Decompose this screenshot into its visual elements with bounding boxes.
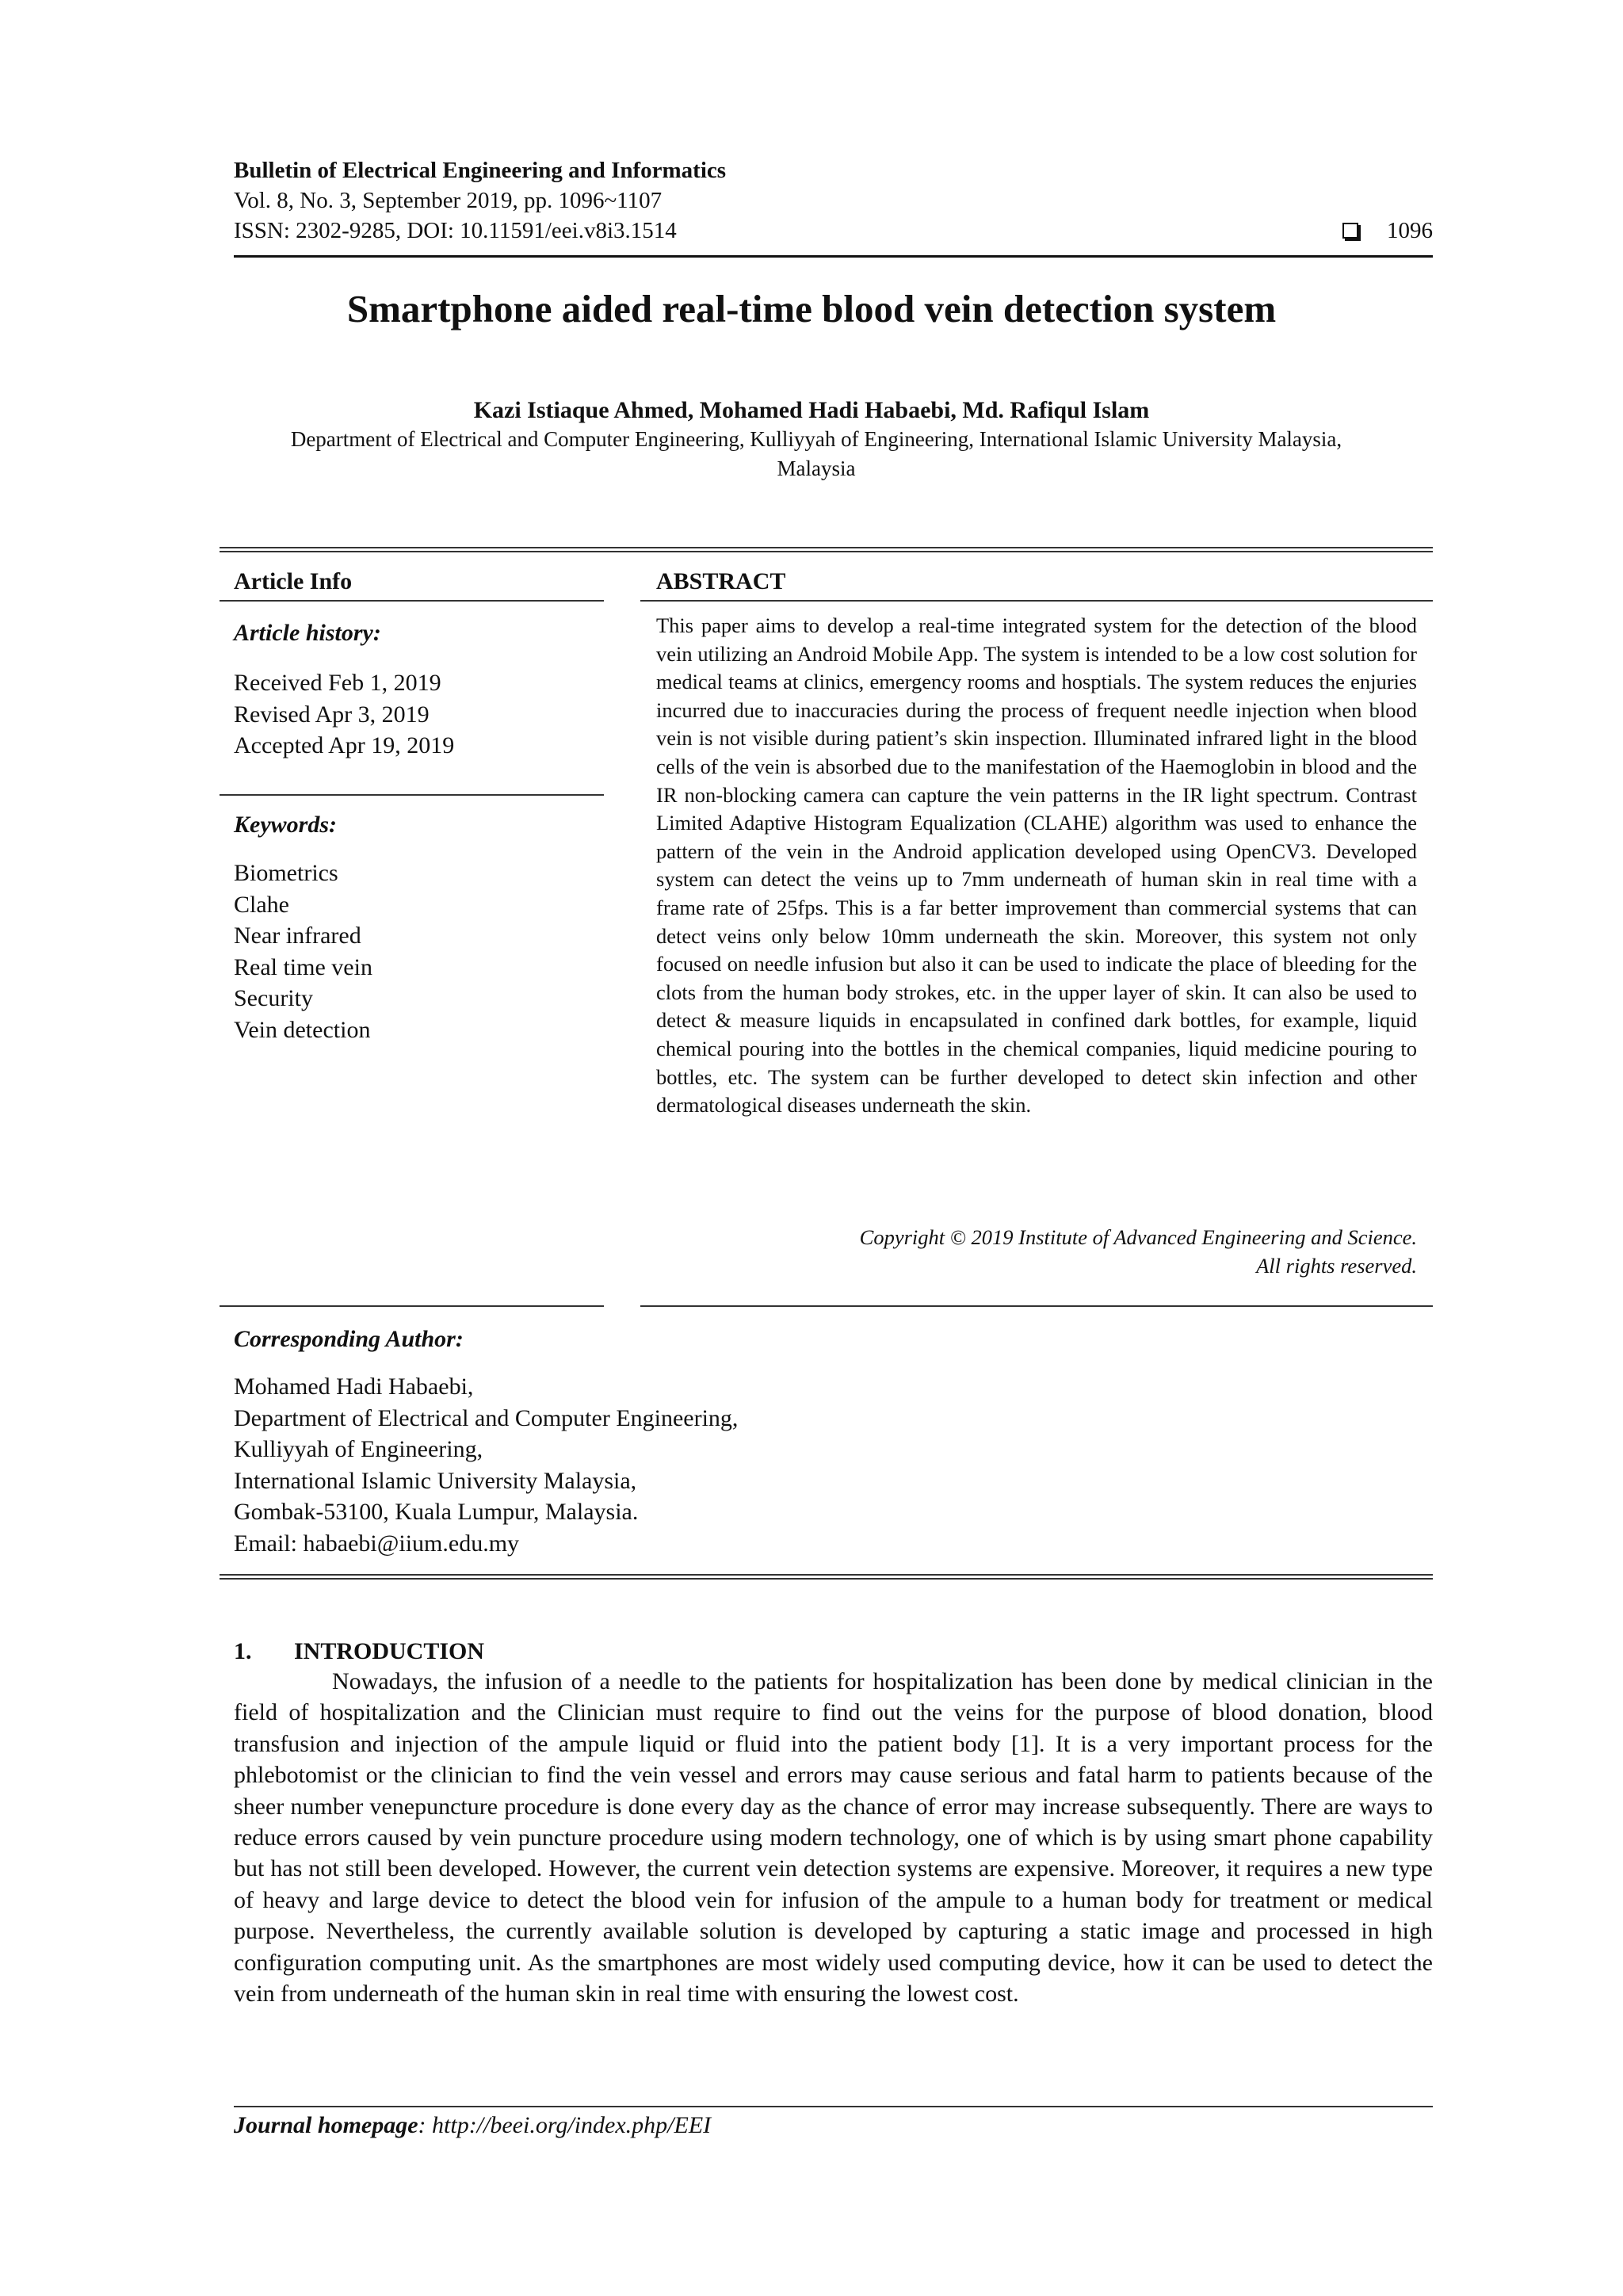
keyword-item: Security [234,985,313,1011]
header-rule [234,255,1433,258]
keyword-item: Biometrics [234,860,338,886]
keywords-rule [220,794,604,796]
abstract-body: This paper aims to develop a real-time integrated system for the detection of the blood vein utilizing an Android Mobile App. The system is intended to be a low cost solution for medical teams at clinics, emergency rooms and hosptials. The system reduces the enjuries incurred due to inaccuracies during the process of frequent needle injection when blood vein is not visible during patient’s skin inspection. Illuminated infrared light in the blood cells of the vein is absorbed due to the manifestation of the Haemoglobin in blood and the IR non-blocking camera can capture the vein patterns in the IR light spectrum. Contrast Limited Adaptive Histogram Equalization (CLAHE) algorithm was used to enhance the pattern of the vein in the Android application developed using OpenCV3. Developed system can detect the veins up to 7mm underneath of human skin in real time with a frame rate of 25fps. This is a far better improvement than commercial systems that can detect veins only below 10mm underneath the skin. Moreover, this system not only focused on needle infusion but also it can be used to indicate the place of bleeding for the clots from the human body strokes, etc. in the upper layer of skin. It can also be used to detect & measure liquids in encapsulated in confined dark bottles, for example, liquid chemical pouring into the bottles in the chemical companies, liquid medicine pouring to bottles, etc. The system can be further developed to detect skin infection and other dermatological diseases underneath the skin. [656,613,1417,1117]
homepage-url: : http://beei.org/index.php/EEI [418,2112,712,2138]
author-university: International Islamic University Malaysia, [234,1467,637,1494]
homepage-label: Journal homepage [234,2112,418,2138]
article-info-heading: Article Info [234,568,353,594]
volume-line: Vol. 8, No. 3, September 2019, pp. 1096~1107 [234,188,663,213]
keyword-item: Clahe [234,891,289,918]
article-info-bottom-rule [220,1305,604,1307]
author-faculty: Kulliyyah of Engineering, [234,1436,483,1462]
keywords-list [234,858,372,1045]
affiliation: Department of Electrical and Computer Engineering, Kulliyyah of Engineering, International Islamic University Malaysia, Malaysia [290,427,1342,480]
section-title: INTRODUCTION [294,1638,485,1664]
article-history-list [234,667,454,762]
abstract-rule [640,600,1433,602]
copyright-line: Copyright © 2019 Institute of Advanced Engineering and Science. [859,1225,1417,1249]
infobox-top-rule [220,547,1433,552]
rights-line: All rights reserved. [1256,1253,1417,1278]
author-email: Email: habaebi@iium.edu.my [234,1530,520,1557]
paper-title: Smartphone aided real-time blood vein detection system [346,287,1277,330]
abstract-bottom-rule [640,1305,1433,1307]
corresponding-author-details [234,1371,738,1559]
section-number: 1. [234,1638,252,1664]
author-name: Mohamed Hadi Habaebi, [234,1373,474,1400]
issn-doi-line: ISSN: 2302-9285, DOI: 10.11591/eei.v8i3.1514 [234,218,677,243]
keywords-heading: Keywords: [234,812,337,838]
section-heading-introduction [234,1636,484,1668]
introduction-body: Nowadays, the infusion of a needle to the patients for hospitalization has been done by medical clinician in the field of hospitalization and the Clinician must require to find out the veins for the purpose of blood donation, blood transfusion and injection of the ampule liquid or fluid into the patient body [1]. It is a very important process for the phlebotomist or the clinician to find the vein vessel and errors may cause serious and fatal harm to patients because of the sheer number venepuncture procedure is done every day as the chance of error may increase subsequently. There are ways to reduce errors caused by vein puncture procedure using modern technology, one of which is by using smart phone capability but has not still been developed. However, the current vein detection systems are expensive. Moreover, it requires a new type of heavy and large device to detect the blood vein for infusion of the ampule to a human body for treatment or medical purpose. Nevertheless, the currently available solution is developed by capturing a static image and processed in high configuration computing unit. As the smartphones are most widely used computing device, how it can be used to detect the vein from underneath of the human skin in real time with ensuring the lowest cost. [234,1668,1433,2008]
keyword-item: Near infrared [234,923,361,949]
keyword-item: Vein detection [234,1016,371,1043]
footer-rule [234,2106,1433,2107]
keyword-item: Real time vein [234,953,372,980]
page-number: 1096 [1387,218,1433,243]
article-info-rule [220,600,604,602]
journal-name: Bulletin of Electrical Engineering and Informatics [234,158,727,183]
abstract-heading: ABSTRACT [656,568,786,594]
author-department: Department of Electrical and Computer Engineering, [234,1404,739,1431]
journal-homepage [234,2110,711,2141]
page-number-block [1342,216,1433,246]
infobox-bottom-rule [220,1574,1433,1580]
corresponding-author-heading: Corresponding Author: [234,1326,464,1352]
article-history-heading: Article history: [234,620,381,646]
copyright-notice [656,1224,1417,1280]
square-bullet-icon [1342,223,1358,239]
author-list: Kazi Istiaque Ahmed, Mohamed Hadi Habaebi, Md. Rafiqul Islam [473,397,1150,423]
history-received: Received Feb 1, 2019 [234,670,441,696]
history-accepted: Accepted Apr 19, 2019 [234,732,455,758]
history-revised: Revised Apr 3, 2019 [234,701,430,728]
author-address: Gombak-53100, Kuala Lumpur, Malaysia. [234,1499,639,1525]
